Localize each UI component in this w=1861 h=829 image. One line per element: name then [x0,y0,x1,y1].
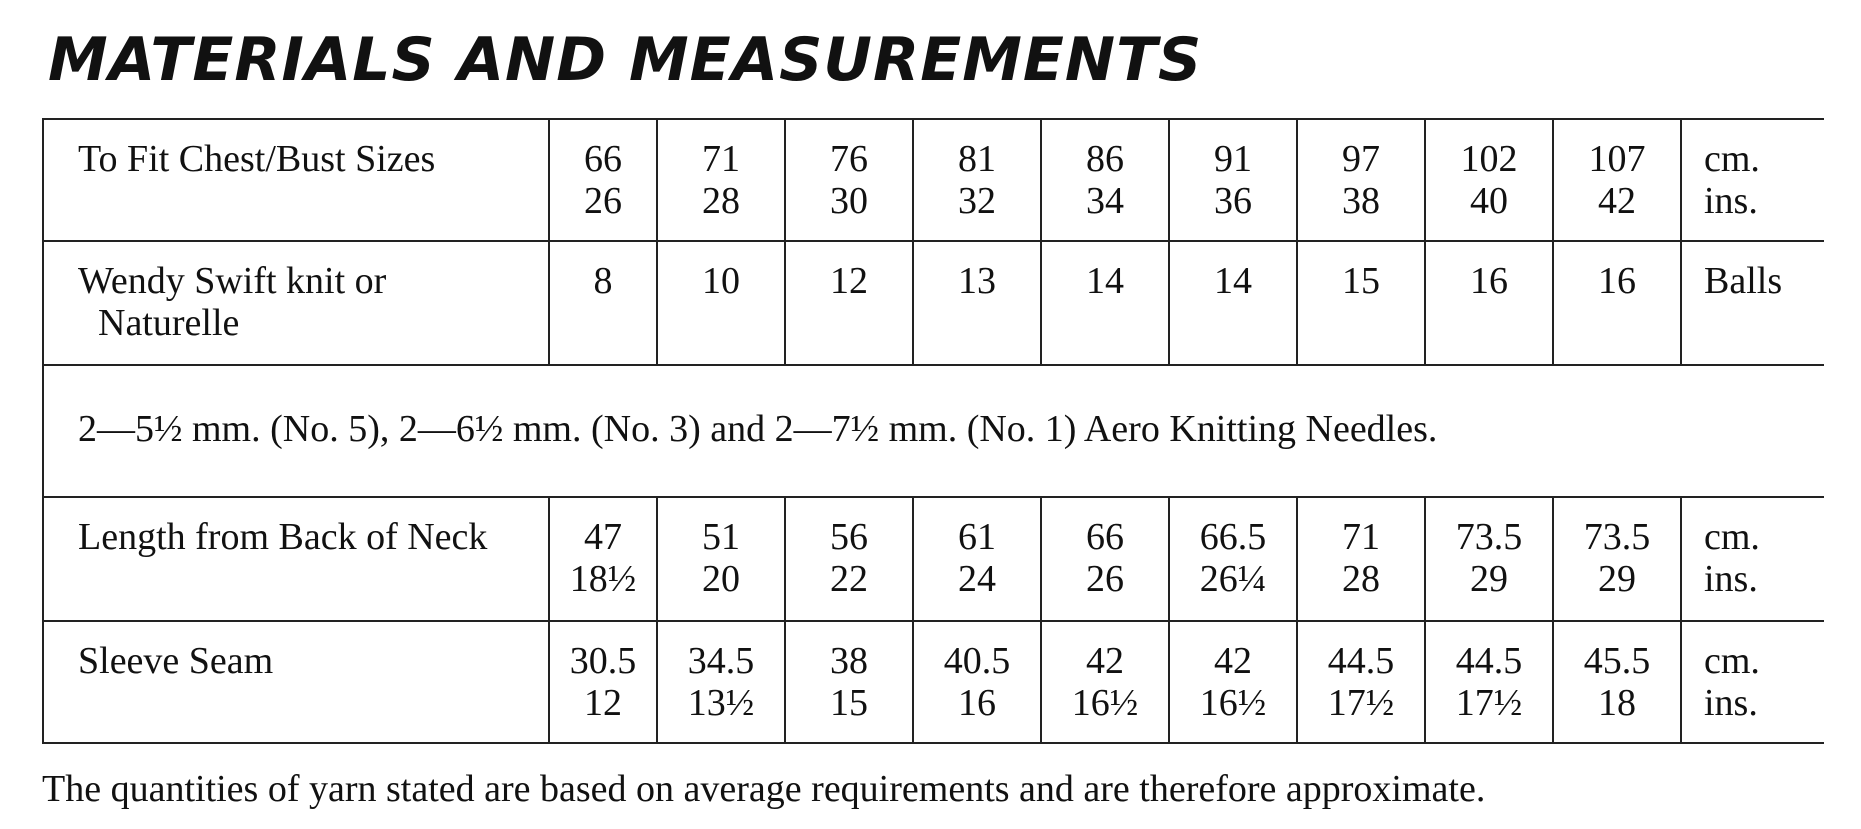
unit-cm: cm. [1704,516,1760,558]
value-ins: 16½ [1199,682,1267,724]
balls-value: 16 [1470,260,1508,302]
size-cell [1040,498,1168,620]
size-cell [1552,498,1680,620]
table-row-needles [44,366,1824,498]
row-label-text: To Fit Chest/Bust Sizes [78,138,436,180]
size-cell [1296,120,1424,240]
value-ins: 28 [1342,558,1380,600]
value-cm: 42 [1086,640,1124,682]
size-cell [1424,498,1552,620]
value-cm: 81 [958,138,996,180]
value-cm: 71 [702,138,740,180]
unit-cell [1680,498,1824,620]
balls-value: 14 [1214,260,1252,302]
value-cm: 44.5 [1327,640,1395,682]
value-ins: 24 [958,558,996,600]
value-cm: 76 [830,138,868,180]
value-ins: 36 [1214,180,1252,222]
value-cm: 51 [702,516,740,558]
value-ins: 18 [1598,682,1636,724]
value-ins: 30 [830,180,868,222]
value-ins: 12 [584,682,622,724]
size-cell [1296,622,1424,742]
balls-cell [1168,242,1296,364]
balls-cell [912,242,1040,364]
value-cm: 102 [1460,138,1518,180]
value-cm: 42 [1214,640,1252,682]
unit-cm: cm. [1704,138,1760,180]
value-cm: 86 [1086,138,1124,180]
balls-value: 10 [702,260,740,302]
value-ins: 38 [1342,180,1380,222]
row-label-chest [44,120,548,240]
size-cell [548,498,656,620]
value-cm: 45.5 [1583,640,1651,682]
size-cell [912,498,1040,620]
value-ins: 15 [830,682,868,724]
size-cell [1296,498,1424,620]
value-cm: 66 [1086,516,1124,558]
row-label-text: Sleeve Seam [78,640,274,682]
balls-value: 15 [1342,260,1380,302]
materials-table [42,118,1824,744]
balls-value: 12 [830,260,868,302]
value-ins: 29 [1470,558,1508,600]
size-cell [912,622,1040,742]
value-ins: 26 [584,180,622,222]
footnote: The quantities of yarn stated are based on average requirements and are therefore approximate. [42,768,1486,810]
value-ins: 13½ [687,682,755,724]
unit-ins: ins. [1704,558,1758,600]
row-label-yarn [44,242,548,364]
value-cm: 38 [830,640,868,682]
value-cm: 44.5 [1455,640,1523,682]
unit-ins: ins. [1704,682,1758,724]
size-cell [1552,120,1680,240]
value-ins: 26¼ [1199,558,1267,600]
unit-cell [1680,120,1824,240]
table-row [44,120,1824,242]
row-label-text: Naturelle [98,302,240,344]
size-cell [1168,498,1296,620]
unit-balls: Balls [1704,260,1783,302]
size-cell [784,120,912,240]
value-cm: 91 [1214,138,1252,180]
value-ins: 16 [958,682,996,724]
value-cm: 73.5 [1455,516,1523,558]
value-cm: 66.5 [1199,516,1267,558]
value-cm: 56 [830,516,868,558]
page-title: MATERIALS AND MEASUREMENTS [48,25,1203,95]
size-cell [784,498,912,620]
size-cell [1424,120,1552,240]
value-ins: 34 [1086,180,1124,222]
size-cell [1552,622,1680,742]
row-label-sleeve [44,622,548,742]
value-ins: 20 [702,558,740,600]
value-ins: 29 [1598,558,1636,600]
unit-ins: ins. [1704,180,1758,222]
size-cell [1040,120,1168,240]
size-cell [1168,622,1296,742]
row-label-text: Wendy Swift knit or [78,260,387,302]
value-ins: 28 [702,180,740,222]
value-ins: 32 [958,180,996,222]
balls-value: 8 [593,260,613,302]
balls-value: 16 [1598,260,1636,302]
value-ins: 18½ [569,558,637,600]
value-ins: 40 [1470,180,1508,222]
balls-value: 14 [1086,260,1124,302]
value-cm: 73.5 [1583,516,1651,558]
needles-text: 2—5½ mm. (No. 5), 2—6½ mm. (No. 3) and 2—7½ mm. (No. 1) Aero Knitting Needles. [78,408,1438,450]
value-cm: 107 [1588,138,1646,180]
size-cell [784,622,912,742]
size-cell [1168,120,1296,240]
value-cm: 71 [1342,516,1380,558]
size-cell [1424,622,1552,742]
value-ins: 17½ [1455,682,1523,724]
value-cm: 61 [958,516,996,558]
value-cm: 40.5 [943,640,1011,682]
table-row [44,242,1824,366]
value-cm: 97 [1342,138,1380,180]
balls-cell [1552,242,1680,364]
value-ins: 42 [1598,180,1636,222]
size-cell [656,120,784,240]
value-cm: 34.5 [687,640,755,682]
size-cell [548,622,656,742]
size-cell [912,120,1040,240]
row-label-text: Length from Back of Neck [78,516,488,558]
size-cell [656,622,784,742]
balls-cell [1040,242,1168,364]
value-ins: 16½ [1071,682,1139,724]
size-cell [656,498,784,620]
value-cm: 47 [584,516,622,558]
value-ins: 26 [1086,558,1124,600]
unit-cm: cm. [1704,640,1760,682]
balls-cell [656,242,784,364]
table-row [44,622,1824,742]
value-ins: 17½ [1327,682,1395,724]
size-cell [1040,622,1168,742]
value-ins: 22 [830,558,868,600]
balls-value: 13 [958,260,996,302]
unit-cell [1680,242,1824,364]
balls-cell [1296,242,1424,364]
value-cm: 30.5 [569,640,637,682]
balls-cell [784,242,912,364]
row-label-length [44,498,548,620]
balls-cell [1424,242,1552,364]
table-row [44,498,1824,622]
size-cell [548,120,656,240]
value-cm: 66 [584,138,622,180]
unit-cell [1680,622,1824,742]
balls-cell [548,242,656,364]
